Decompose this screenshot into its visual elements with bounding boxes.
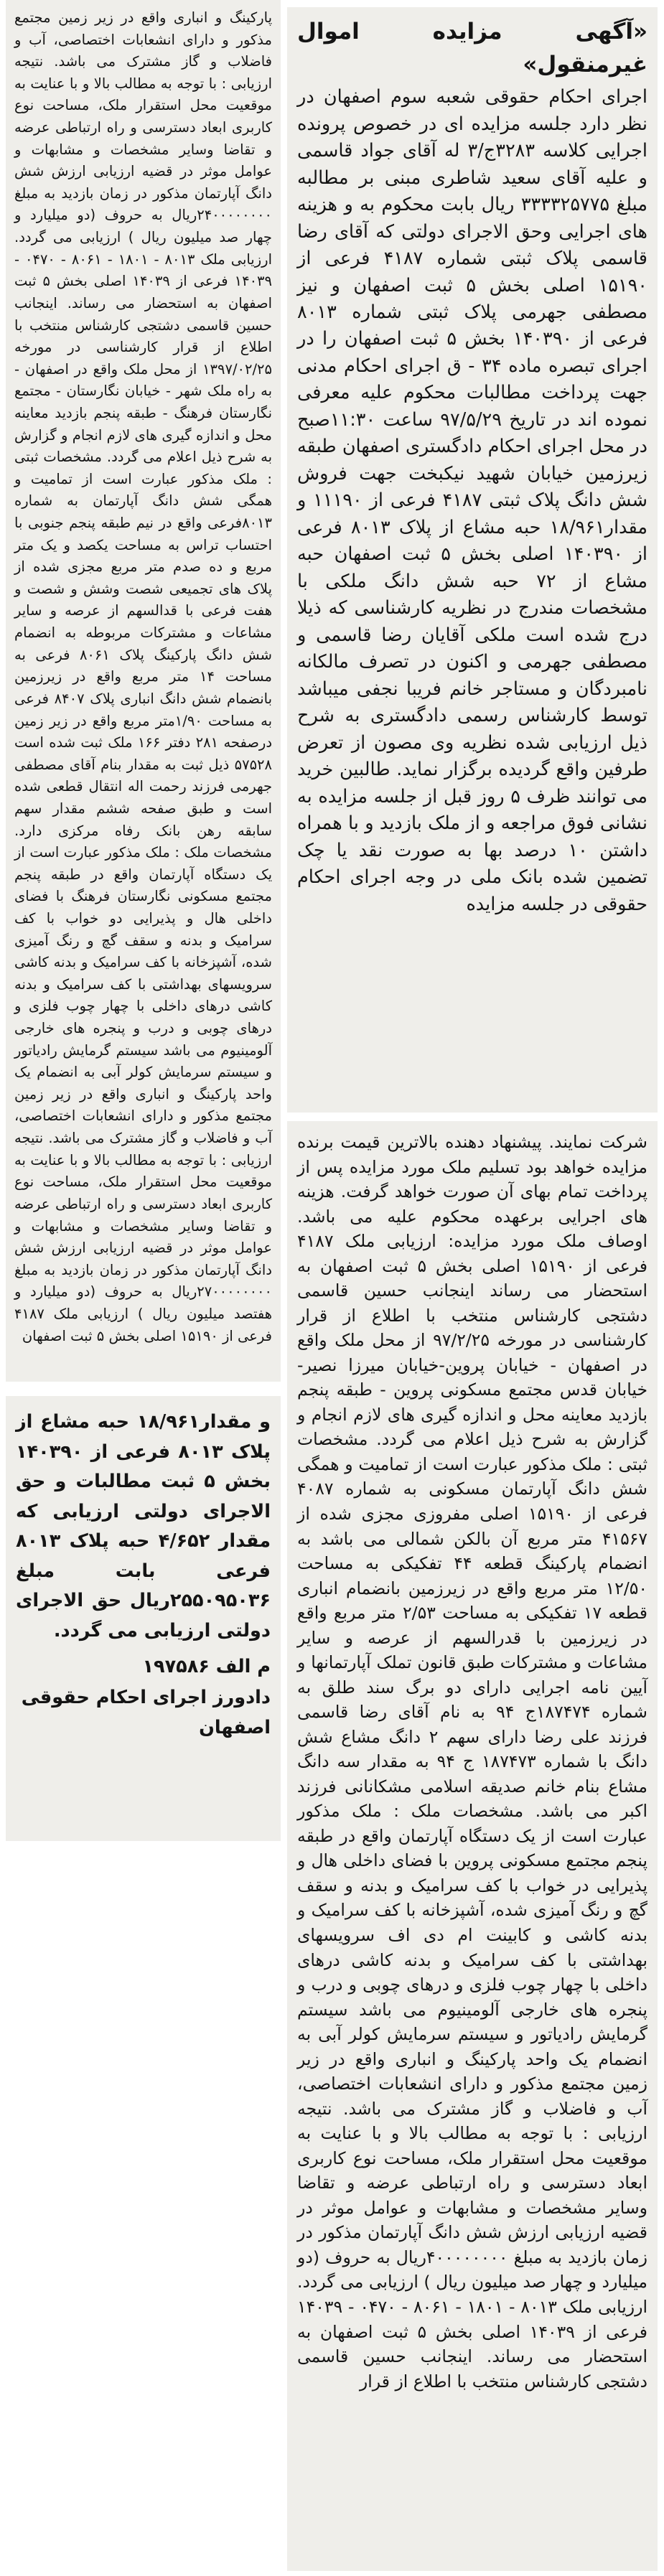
notice-second-appraisal bbox=[6, 0, 281, 1382]
signature: دادورز اجرای احکام حقوقی اصفهان bbox=[21, 1687, 271, 1738]
notice-body: اجرای احکام حقوقی شعبه سوم اصفهان در نظر دارد جلسه مزایده ای در خصوص پرونده اجرایی کلاسه ۳۲۸۳ج/۳ له آقای جواد قاسمی و علیه آقای سعید شاطری مبنی بر مطالبه مبلغ ۳۳۳۳۲۵۷۷۵ ریال بابت محکوم به و هزینه های اجرایی وحق الاجرای دولتی که آقای رضا قاسمی پلاک ثبتی شماره ۴۱۸۷ فرعی از ۱۵۱۹۰ اصلی بخش ۵ ثبت اصفهان و نیز مصطفی جهرمی پلاک ثبتی شماره ۸۰۱۳ فرعی از ۱۴۰۳۹۰ بخش ۵ ثبت اصفهان را در اجرای تبصره ماده ۳۴ - ق اجرای احکام مدنی جهت پرداخت مطالبات محکوم علیه معرفی نموده اند در تاریخ ۹۷/۵/۲۹ ساعت ۱۱:۳۰صبح در محل اجرای احکام دادگستری اصفهان طبقه زیرزمین خیابان شهید نیکبخت جهت فروش شش دانگ پلاک ثبتی ۴۱۸۷ فرعی از ۱۱۱۹۰ و مقدار۱۸/۹۶۱ حبه مشاع از پلاک ۸۰۱۳ فرعی از ۱۴۰۳۹۰ اصلی بخش ۵ ثبت اصفهان حبه مشاع از ۷۲ حبه شش دانگ ملکی با مشخصات مندرج در نظریه کارشناسی که ذیلا درج شده است ملکی آقایان رضا قاسمی و مصطفی جهرمی و اکنون در تصرف مالکانه نامبردگان و مستاجر خانم فریبا نجفی میباشد توسط کارشناس رسمی دادگستری به شرح ذیل ارزیابی شده نظریه وی مصون از تعرض طرفین واقع گردیده برگزار نماید. طالبین خرید می توانند ظرف ۵ روز قبل از جلسه مزایده به نشانی فوق مراجعه و از ملک بازدید و با همراه داشتن ۱۰ درصد بها به صورت نقد یا چک تضمین شده بانک ملی در وجه اجرای احکام حقوقی در جلسه مزایده bbox=[297, 86, 647, 915]
notice-property-description bbox=[287, 1121, 658, 2571]
notice-auction-announcement bbox=[287, 7, 658, 1113]
notice-body: شرکت نمایند. پیشنهاد دهنده بالاترین قیمت برنده مزایده خواهد بود تسلیم ملک مورد مزایده پس از پرداخت تمام بهای آن صورت خواهد گرفت. هزینه های اجرایی برعهده محکوم علیه می باشد. اوصاف ملک مورد مزایده: ارزیابی ملک ۴۱۸۷ فرعی از ۱۵۱۹۰ اصلی بخش ۵ ثبت اصفهان به استحضار می رساند اینجانب حسین قاسمی دشتجی کارشناس منتخب با اطلاع از قرار کارشناسی در مورخه ۹۷/۲/۲۵ از محل ملک واقع در اصفهان - خیابان پروین-خیابان میرزا نصیر- خیابان قدس مجتمع مسکونی پروین - طبقه پنجم بازدید معاینه محل و اندازه گیری های لازم انجام و گزارش به شرح ذیل اعلام می گردد. مشخصات ثبتی : ملک مذکور عبارت است از تمامیت و همگی شش دانگ آپارتمان مسکونی به شماره ۴۰۸۷ فرعی از ۱۵۱۹۰ اصلی مفروزی مجزی شده از ۴۱۵۶۷ متر مربع آن بالکن شمالی می باشد به انضمام پارکینگ قطعه ۴۴ تفکیکی به مساحت ۱۲/۵۰ متر مربع واقع در زیرزمین بانضمام انباری قطعه ۱۷ تفکیکی به مساحت ۲/۵۳ متر مربع واقع در زیرزمین با قدرالسهم از عرصه و سایر مشاعات و مشترکات طبق قانون تملک آپارتمانها و آیین نامه اجرایی دارای دو برگ سند طلق به شماره ۱۸۷۴۷۴ج ۹۴ به نام آقای رضا قاسمی فرزند علی رضا دارای سهم ۲ دانگ مشاع شش دانگ با شماره ۱۸۷۴۷۳ ج ۹۴ به مقدار سه دانگ مشاع بنام خانم صدیقه اسلامی مشکانانی فرزند اکبر می باشد. مشخصات ملک : ملک مذکور عبارت است از یک دستگاه آپارتمان واقع در طبقه پنجم مجتمع مسکونی پروین با فضای داخلی هال و پذیرایی در خواب با کف سرامیک و بدنه و سقف گچ و رنگ آمیزی شده، آشپزخانه با کف سرامیک و بدنه کاشی و کابینت ام دی اف سرویسهای بهداشتی با کف سرامیک و بدنه کاشی درهای داخلی با چهار چوب فلزی و درهای چوبی و درب و پنجره های خارجی آلومینیوم می باشد سیستم گرمایش رادیاتور و سیستم سرمایش کولر آبی به انضمام یک واحد پارکینگ و انباری واقع در زیر زمین مجتمع مذکور و دارای انشعابات اختصاصی، آب و فاضلاب و گاز مشترک می باشد. نتیجه ارزیابی : با توجه به مطالب بالا و با عنایت به موقعیت محل استقرار ملک، مساحت نوع کاربری ابعاد دسترسی و راه ارتباطی عرضه و تقاضا وسایر مشخصات و مشابهات و عوامل موثر در قضیه ارزیابی ارزش شش دانگ آپارتمان مذکور در زمان بازدید به مبلغ ۴۰۰۰۰۰۰۰۰ریال به حروف (دو میلیارد و چهار صد میلیون ریال ) ارزیابی می گردد. ارزیابی ملک ۸۰۱۳ - ۱۸۰۱ - ۸۰۶۱ - ۰۴۷۰ - ۱۴۰۳۹ فرعی از ۱۴۰۳۹ اصلی بخش ۵ ثبت اصفهان به استحضار می رساند. اینجانب حسین قاسمی دشتجی کارشناس منتخب با اطلاع از قرار bbox=[297, 1132, 648, 2392]
reference-number: م الف ۱۹۷۵۸۶ bbox=[142, 1655, 271, 1677]
notice-summary bbox=[6, 1396, 281, 1841]
notice-body: و مقدار۱۸/۹۶۱ حبه مشاع از پلاک ۸۰۱۳ فرعی از ۱۴۰۳۹۰ بخش ۵ ثبت مطالبات و حق الاجرای دولتی ارزیابی که مقدار ۴/۶۵۲ حبه پلاک ۸۰۱۳ فرعی بابت مبلغ ۲۵۵۰۹۵۰۳۶ریال حق الاجرای دولتی ارزیابی می گردد. bbox=[16, 1411, 271, 1641]
notice-body: پارکینگ و انباری واقع در زیر زمین مجتمع مذکور و دارای انشعابات اختصاصی، آب و فاضلاب و گاز مشترک می باشد. نتیجه ارزیابی : با توجه به مطالب بالا و با عنایت به موقعیت محل استقرار ملک، مساحت نوع کاربری ابعاد دسترسی و راه ارتباطی عرضه و تقاضا وسایر مشخصات و مشابهات و عوامل موثر در قضیه ارزیابی ارزش شش دانگ آپارتمان مذکور در زمان بازدید به مبلغ ۲۴۰۰۰۰۰۰۰۰ریال به حروف (دو میلیارد و چهار صد میلیون ریال ) ارزیابی می گردد. ارزیابی ملک ۸۰۱۳ - ۱۸۰۱ - ۸۰۶۱ - ۰۴۷۰ - ۱۴۰۳۹ فرعی از ۱۴۰۳۹ اصلی بخش ۵ ثبت اصفهان به استحضار می رساند. اینجانب حسین قاسمی دشتجی کارشناس منتخب با اطلاع از قرار کارشناسی در مورخه ۱۳۹۷/۰۲/۲۵ از محل ملک واقع در اصفهان - به راه ملک شهر - خیابان نگارستان - مجتمع نگارستان فرهنگ - طبقه پنجم بازدید معاینه محل و اندازه گیری های لازم انجام و گزارش به شرح ذیل اعلام می گردد. مشخصات ثبتی : ملک مذکور عبارت است از تمامیت و همگی شش دانگ آپارتمان به شماره ۸۰۱۳فرعی واقع در نیم طبقه پنجم جنوبی با احتساب تراس به مساحت یکصد و یک متر مربع و ده صدم متر مربع مجزی شده از پلاک های تجمیعی شصت وشش و شصت و هفت فرعی با قدالسهم از عرصه و سایر مشاعات و مشترکات مربوطه به انضمام شش دانگ پارکینگ پلاک ۸۰۶۱ فرعی به مساحت ۱۴ متر مربع واقع در زیرزمین بانضمام شش دانگ انباری پلاک ۸۴۰۷ فرعی به مساحت ۱/۹۰متر مربع واقع در زیر زمین درصفحه ۲۸۱ دفتر ۱۶۶ ملک ثبت شده است ۵۷۵۲۸ ذیل ثبت به مقدار بنام آقای مصطفی جهرمی فرزند رحمت اله انتقال قطعی شده است و طبق صفحه ششم مقدار سهم سابقه رهن بانک رفاه مرکزی دارد. مشخصات ملک : ملک مذکور عبارت است از یک دستگاه آپارتمان واقع در طبقه پنجم مجتمع مسکونی نگارستان فرهنگ با فضای داخلی هال و پذیرایی دو خواب با کف سرامیک و بدنه و سقف گچ و رنگ آمیزی شده، آشپزخانه با کف سرامیک و بدنه کاشی سرویسهای بهداشتی با کف سرامیک و بدنه کاشی درهای داخلی با چهار چوب فلزی و درهای چوبی و درب و پنجره های خارجی آلومینیوم می باشد سیستم گرمایش رادیاتور و سیستم سرمایش کولر آبی به انضمام یک واحد پارکینگ و انباری واقع در زیر زمین مجتمع مذکور و دارای انشعابات اختصاصی، آب و فاضلاب و گاز مشترک می باشد. نتیجه ارزیابی : با توجه به مطالب بالا و با عنایت به موقعیت محل استقرار ملک، مساحت نوع کاربری ابعاد دسترسی و راه ارتباطی عرضه و تقاضا وسایر مشخصات و مشابهات و عوامل موثر در قضیه ارزیابی ارزش شش دانگ آپارتمان مذکور در زمان بازدید به مبلغ ۲۷۰۰۰۰۰۰۰۰ریال به حروف (دو میلیارد و هفتصد میلیون ریال ) ارزیابی ملک ۴۱۸۷ فرعی از ۱۵۱۹۰ اصلی بخش ۵ ثبت اصفهان bbox=[14, 9, 273, 1344]
signature-block bbox=[16, 1652, 271, 1743]
notice-title: «آگهی مزایده اموال غیرمنقول» bbox=[297, 19, 647, 78]
